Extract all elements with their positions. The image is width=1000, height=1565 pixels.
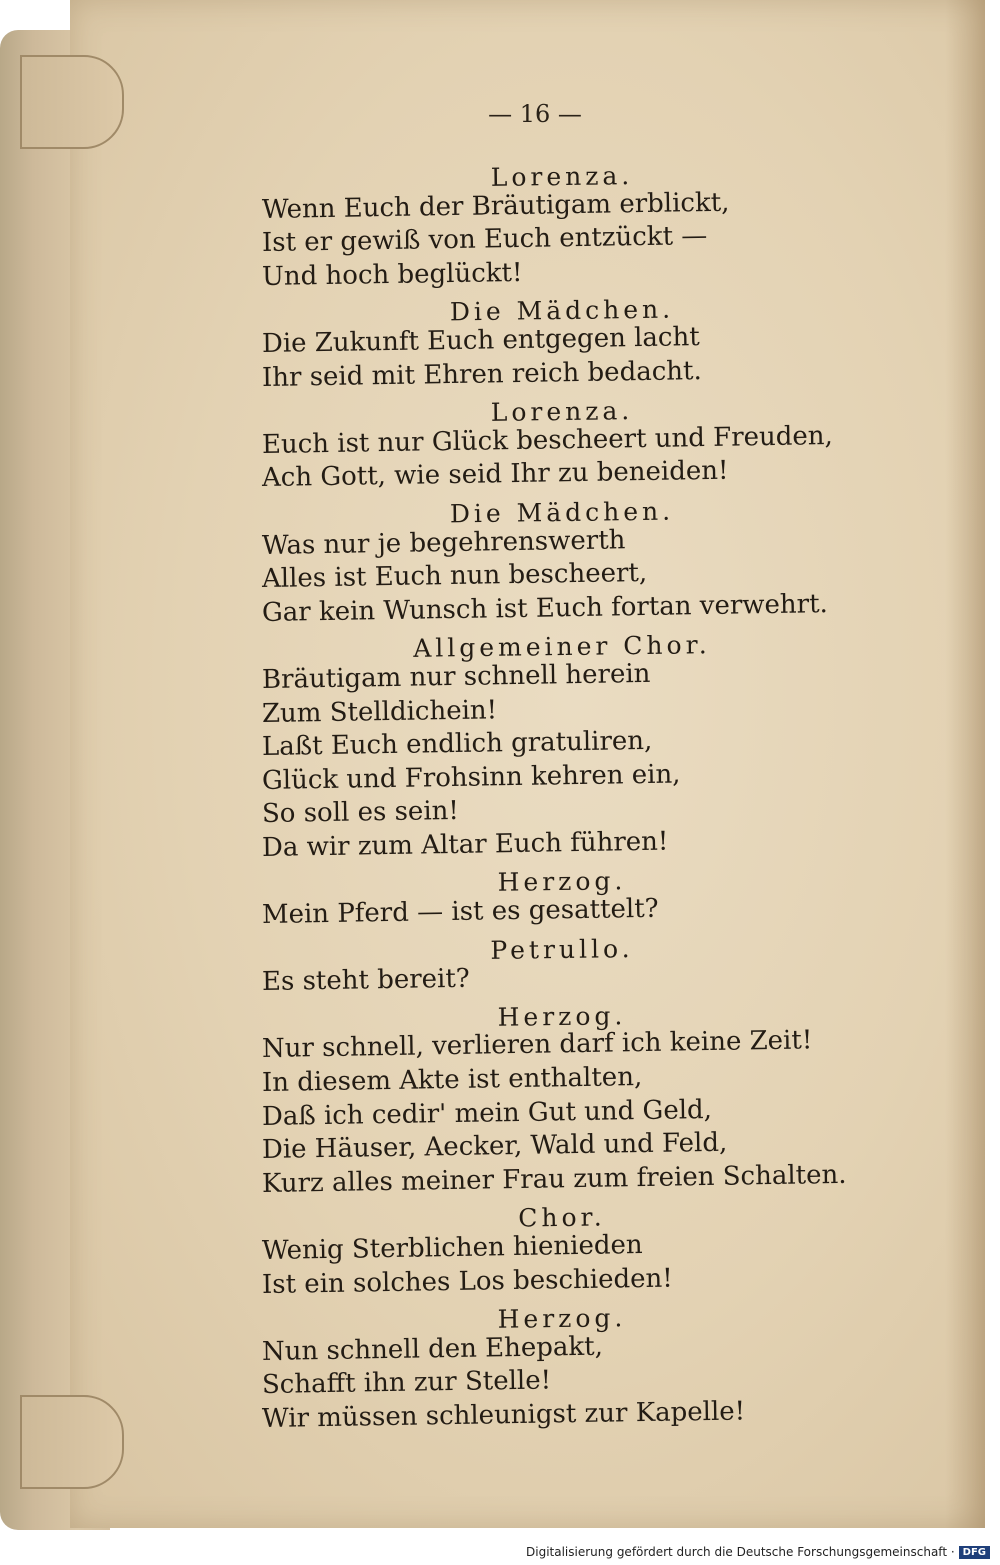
verse-line: Die Häuser, Aecker, Wald und Feld, bbox=[261, 1127, 728, 1166]
verse-line: In diesem Akte ist enthalten, bbox=[261, 1062, 643, 1099]
footer-credit bbox=[526, 1545, 990, 1559]
verse-line: Und hoch beglückt! bbox=[261, 257, 523, 292]
verse-line: Ist ein solches Los beschieden! bbox=[261, 1263, 673, 1300]
verse-line: Was nur je begehrenswerth bbox=[261, 524, 626, 561]
libretto-text bbox=[262, 160, 862, 1437]
page-clip-bottom bbox=[20, 1395, 124, 1489]
footer-credit-text: Digitalisierung gefördert durch die Deutsche Forschungsgemeinschaft · bbox=[526, 1545, 955, 1559]
speaker-name: Allgemeiner Chor. bbox=[413, 630, 711, 664]
speaker-name: Die Mädchen. bbox=[449, 295, 675, 327]
verse-line: Euch ist nur Glück bescheert und Freuden, bbox=[261, 420, 834, 460]
verse-line: Wenig Sterblichen hienieden bbox=[261, 1230, 643, 1266]
verse-line: Ihr seid mit Ehren reich bedacht. bbox=[261, 355, 702, 393]
speaker-name: Die Mädchen. bbox=[449, 496, 675, 529]
speaker-name: Lorenza. bbox=[490, 396, 634, 428]
verse-line: So soll es sein! bbox=[261, 796, 460, 830]
verse-line: Wenn Euch der Bräutigam erblickt, bbox=[261, 187, 730, 225]
dfg-logo: DFG bbox=[959, 1546, 990, 1559]
verse-line: Da wir zum Altar Euch führen! bbox=[261, 826, 669, 863]
verse-line: Nur schnell, verlieren darf ich keine Zeit! bbox=[261, 1025, 813, 1065]
page-number: — 16 — bbox=[488, 100, 582, 128]
verse-line: Bräutigam nur schnell herein bbox=[261, 658, 651, 695]
verse-line: Alles ist Euch nun bescheert, bbox=[261, 558, 648, 595]
verse-line: Ach Gott, wie seid Ihr zu beneiden! bbox=[261, 456, 729, 494]
verse-line: Es steht bereit? bbox=[261, 963, 470, 998]
verse-line: Daß ich cedir' mein Gut und Geld, bbox=[261, 1094, 713, 1132]
speaker-name: Herzog. bbox=[497, 866, 627, 898]
verse-line: Wir müssen schleunigst zur Kapelle! bbox=[261, 1396, 746, 1434]
verse-line: Die Zukunft Euch entgegen lacht bbox=[261, 322, 700, 359]
verse-line: Schafft ihn zur Stelle! bbox=[261, 1365, 552, 1401]
page-gutter-shadow bbox=[945, 0, 985, 1528]
speaker-name: Lorenza. bbox=[490, 161, 634, 192]
verse-line: Glück und Frohsinn kehren ein, bbox=[261, 759, 681, 796]
verse-line: Nun schnell den Ehepakt, bbox=[261, 1331, 604, 1367]
verse-line: Laßt Euch endlich gratuliren, bbox=[261, 725, 653, 763]
verse-line: Gar kein Wunsch ist Euch fortan verwehrt. bbox=[261, 588, 829, 628]
speaker-name: Petrullo. bbox=[490, 933, 634, 965]
speaker-name: Chor. bbox=[518, 1202, 606, 1233]
verse-line: Zum Stelldichein! bbox=[261, 694, 498, 729]
speaker-name: Herzog. bbox=[497, 1303, 627, 1334]
verse-line: Ist er gewiß von Euch entzückt — bbox=[261, 221, 708, 259]
speaker-name: Herzog. bbox=[497, 1001, 627, 1032]
verse-line: Kurz alles meiner Frau zum freien Schalten. bbox=[261, 1159, 847, 1199]
verse-line: Mein Pferd — ist es gesattelt? bbox=[261, 893, 659, 931]
